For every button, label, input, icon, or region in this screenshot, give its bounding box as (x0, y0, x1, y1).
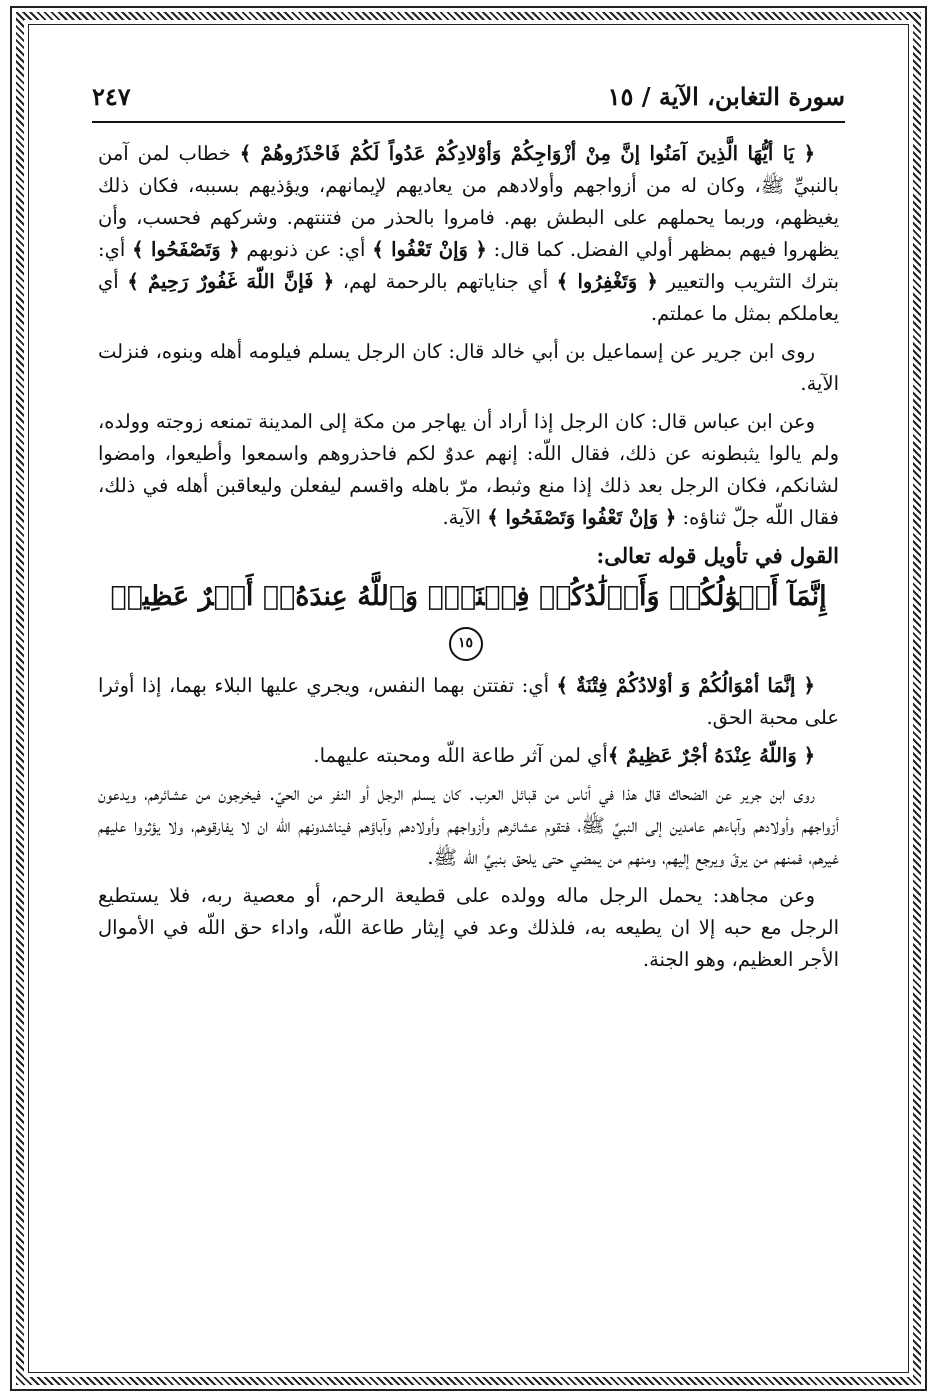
commentary-section-1 (98, 138, 839, 534)
quran-verse (98, 574, 839, 666)
page-number: ٢٤٧ (92, 81, 131, 111)
paragraph (98, 138, 839, 330)
paragraph-text: وعن ابن عباس قال: كان الرجل إذا أراد أن يهاجر من مكة إلى المدينة تمنعه زوجته وولده، ولم يالوا يثبطونه عن ذلك، فقال اللّه: إنهم عدوٌ لكم فاحذروهم واسمعوا وأطيعوا، وامضوا لشانكم، فكان الرجل بعد ذلك إذا منع وثبط، مرّ باهله واقسم ليفعلن وليعاقبن أهله في ذلك، فقال اللّه جلّ ثناؤه: (98, 410, 839, 529)
paragraph (98, 670, 839, 734)
running-header (92, 76, 845, 116)
quran-quote: ﴿ وَإنْ تَعْفُوا وَتَصْفَحُوا ﴾ (487, 506, 677, 529)
paragraph-text: الآية. (442, 506, 488, 529)
paragraph (98, 778, 839, 874)
paragraph (98, 406, 839, 534)
paragraph-text: خطاب لمن آمن بالنبيِّ ﷺ، وكان له من أزواجهم وأولادهم من يعاديهم لإيمانهم، ويؤذيهم بسببه، فكان ذلك يغيظهم، وربما يحملهم على البطش بهم. فامروا بالحذر من فتنتهم. وشركهم فحسب، وأن يظهروا فيهم بمظهر أولي الفضل. كما قال: (98, 142, 839, 261)
quran-quote: ﴿ وَاللّهُ عِنْدَهُ أجْرٌ عَظِيمٌ ﴾ (607, 744, 815, 767)
header-rule (92, 121, 845, 123)
paragraph-text: أي: تفتتن بهما النفس، ويجري عليها البلاء بهما، إذا أوثرا على محبة الحق. (98, 674, 839, 729)
quran-quote: ﴿ يَا أيُّهَا الَّذِينَ آمَنُوا إنَّ مِنْ أزْوَاجِكُمْ وَأوْلادِكُمْ عَدُواً لَكُمْ فَاحْذَرُوهُمْ ﴾ (239, 142, 815, 165)
paragraph (98, 880, 839, 976)
paragraph (98, 336, 839, 400)
verse-number-badge: ١٥ (449, 627, 483, 661)
paragraph-text: أي لمن آثر طاعة اللّه ومحبته عليهما. (313, 744, 608, 767)
page-body (98, 138, 839, 982)
paragraph-text: أي يعاملكم بمثل ما عملتم. (98, 270, 839, 325)
quran-quote: ﴿ فَإنَّ اللّهَ غَفُورٌ رَحِيمٌ ﴾ (127, 270, 335, 293)
paragraph-text: أي جناياتهم بالرحمة لهم، (334, 270, 557, 293)
quran-quote: ﴿ وَإنْ تَعْفُوا ﴾ (372, 238, 487, 261)
paragraph-text: وعن مجاهد: يحمل الرجل ماله وولده على قطيعة الرحم، أو معصية ربه، فلا يستطيع الرجل مع حبه إلا ان يطيعه به، فلذلك وعد في إيثار طاعة اللّه، واداء حق اللّه في الأموال الأجر العظيم، وهو الجنة. (98, 884, 839, 971)
section-heading: القول في تأويل قوله تعالى: (596, 543, 839, 568)
paragraph-text: أي: عن ذنوبهم (239, 238, 373, 261)
header-title: سورة التغابن، الآية / ١٥ (607, 81, 845, 111)
quran-quote: ﴿ وَتَغْفِرُوا ﴾ (556, 270, 658, 293)
quran-quote: ﴿ وَتَصْفَحُوا ﴾ (132, 238, 240, 261)
commentary-section-2 (98, 670, 839, 976)
quran-quote: ﴿ إنَّمَا أمْوَالُكُمْ وَ أوْلادُكُمْ فِتْنَةٌ ﴾ (556, 674, 815, 697)
paragraph (98, 740, 839, 772)
paragraph-text: روى ابن جرير عن إسماعيل بن أبي خالد قال: كان الرجل يسلم فيلومه أهله وبنوه، فنزلت الآية. (98, 340, 839, 395)
paragraph-text: روى ابن جرير عن الضحاك قال هذا في أناس من قبائل العرب. كان يسلم الرجل أو النفر من الحيّ. فيخرجون من عشائرهم، ويدعون أزواجهم وأولادهم وآباءهم عامدين إلى النبيِّ ﷺ، فتقوم عشائرهم وأزواجهم وأولادهم وآباؤهم فيناشدونهم اللّه ان لا يفارقوهم، ولا يؤثروا عليهم غيرهم، فمنهم من يرقّ ويرجع إليهم، ومنهم من يمضي حتى يلحق بنبيِّ اللّه ﷺ. (98, 782, 839, 869)
verse-text: إِنَّمَآ أَمۡوَٰلُكُمۡ وَأَوۡلَٰدُكُمۡ فِتۡنَةٞۚ وَٱللَّهُ عِندَهُۥٓ أَجۡرٌ عَظِيمٞ (110, 581, 827, 612)
paragraph-text: أي: بترك التثريب والتعيير (98, 238, 839, 293)
